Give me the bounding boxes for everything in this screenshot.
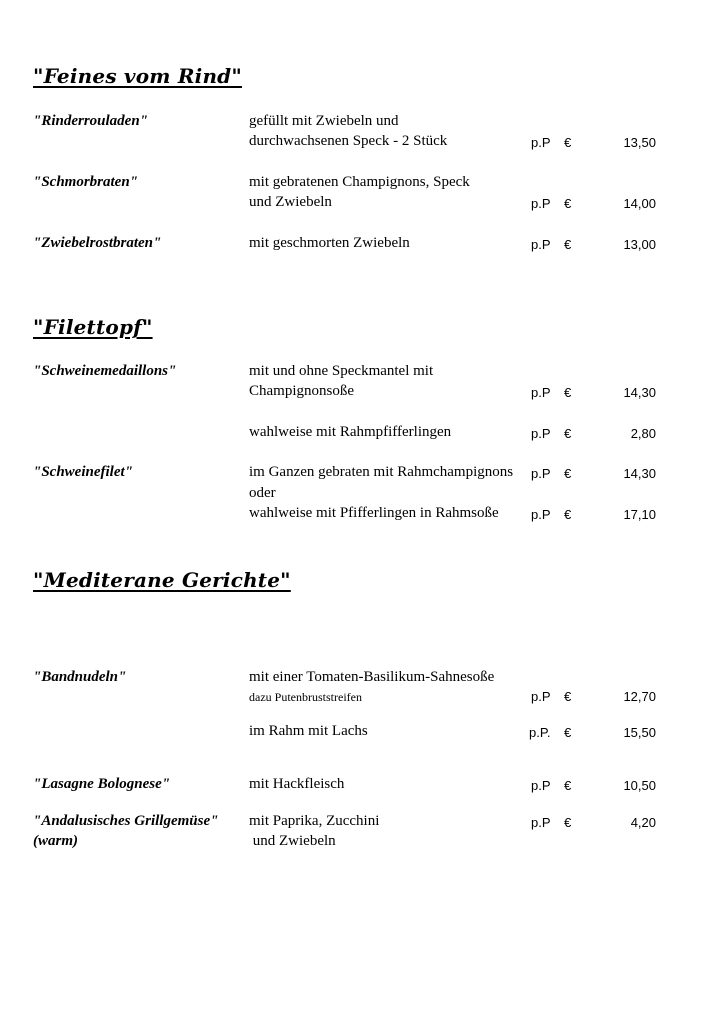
- dish-price: 13,50: [623, 135, 656, 150]
- dish-name-rinderrouladen: "Rinderrouladen": [33, 113, 149, 129]
- currency-symbol: €: [564, 196, 572, 211]
- section-title-filettopf: "Filettopf": [33, 315, 153, 339]
- per-person-label: p.P: [531, 507, 551, 522]
- per-person-label: p.P: [531, 135, 551, 150]
- dish-desc-line: und Zwiebeln: [249, 194, 332, 210]
- dish-name-schmorbraten: "Schmorbraten": [33, 174, 139, 190]
- dish-price: 17,10: [623, 507, 656, 522]
- dish-desc-line: oder: [249, 485, 276, 501]
- dish-name-lasagne: "Lasagne Bolognese": [33, 776, 171, 792]
- dish-desc-line: mit gebratenen Champignons, Speck: [249, 174, 470, 190]
- currency-symbol: €: [564, 385, 572, 400]
- per-person-label: p.P: [531, 689, 551, 704]
- per-person-label: p.P: [531, 196, 551, 211]
- per-person-label: p.P: [531, 815, 551, 830]
- dish-name-zwiebelrostbraten: "Zwiebelrostbraten": [33, 235, 162, 251]
- dish-price: 13,00: [623, 237, 656, 252]
- dish-name-note: (warm): [33, 833, 78, 849]
- currency-symbol: €: [564, 689, 572, 704]
- per-person-label: p.P: [531, 426, 551, 441]
- currency-symbol: €: [564, 507, 572, 522]
- per-person-label: p.P.: [529, 725, 551, 740]
- currency-symbol: €: [564, 778, 572, 793]
- dish-desc-line: mit Hackfleisch: [249, 776, 345, 792]
- per-person-label: p.P: [531, 466, 551, 481]
- dish-desc-line: im Ganzen gebraten mit Rahmchampignons: [249, 464, 514, 480]
- dish-desc-line: durchwachsenen Speck - 2 Stück: [249, 133, 448, 149]
- dish-desc-line: mit und ohne Speckmantel mit: [249, 363, 434, 379]
- section-title-mediterran: "Mediterane Gerichte": [33, 568, 291, 592]
- dish-desc-line: gefüllt mit Zwiebeln und: [249, 113, 399, 129]
- currency-symbol: €: [564, 135, 572, 150]
- dish-price: 10,50: [623, 778, 656, 793]
- currency-symbol: €: [564, 426, 572, 441]
- dish-desc-line: dazu Putenbruststreifen: [249, 690, 362, 704]
- per-person-label: p.P: [531, 237, 551, 252]
- currency-symbol: €: [564, 815, 572, 830]
- dish-name-grillgemuese: "Andalusisches Grillgemüse": [33, 813, 219, 829]
- currency-symbol: €: [564, 725, 572, 740]
- dish-name-bandnudeln: "Bandnudeln": [33, 669, 127, 685]
- section-title-rind: "Feines vom Rind": [33, 64, 242, 88]
- dish-desc-line: Champignonsoße: [249, 383, 354, 399]
- dish-price: 12,70: [623, 689, 656, 704]
- dish-desc-line: mit Paprika, Zucchini: [249, 813, 380, 829]
- dish-desc-line: wahlweise mit Rahmpfifferlingen: [249, 424, 452, 440]
- currency-symbol: €: [564, 237, 572, 252]
- dish-desc-line: wahlweise mit Pfifferlingen in Rahmsoße: [249, 505, 499, 521]
- dish-desc-line: mit einer Tomaten-Basilikum-Sahnesoße: [249, 669, 495, 685]
- dish-name-schweinemedaillons: "Schweinemedaillons": [33, 363, 177, 379]
- dish-desc-line: und Zwiebeln: [249, 833, 336, 849]
- dish-price: 14,30: [623, 385, 656, 400]
- dish-price: 15,50: [623, 725, 656, 740]
- dish-desc-line: mit geschmorten Zwiebeln: [249, 235, 410, 251]
- dish-price: 14,00: [623, 196, 656, 211]
- dish-name-schweinefilet: "Schweinefilet": [33, 464, 133, 480]
- dish-desc-line: im Rahm mit Lachs: [249, 723, 368, 739]
- per-person-label: p.P: [531, 385, 551, 400]
- currency-symbol: €: [564, 466, 572, 481]
- dish-price: 14,30: [623, 466, 656, 481]
- per-person-label: p.P: [531, 778, 551, 793]
- dish-price: 4,20: [630, 815, 656, 830]
- dish-price: 2,80: [630, 426, 656, 441]
